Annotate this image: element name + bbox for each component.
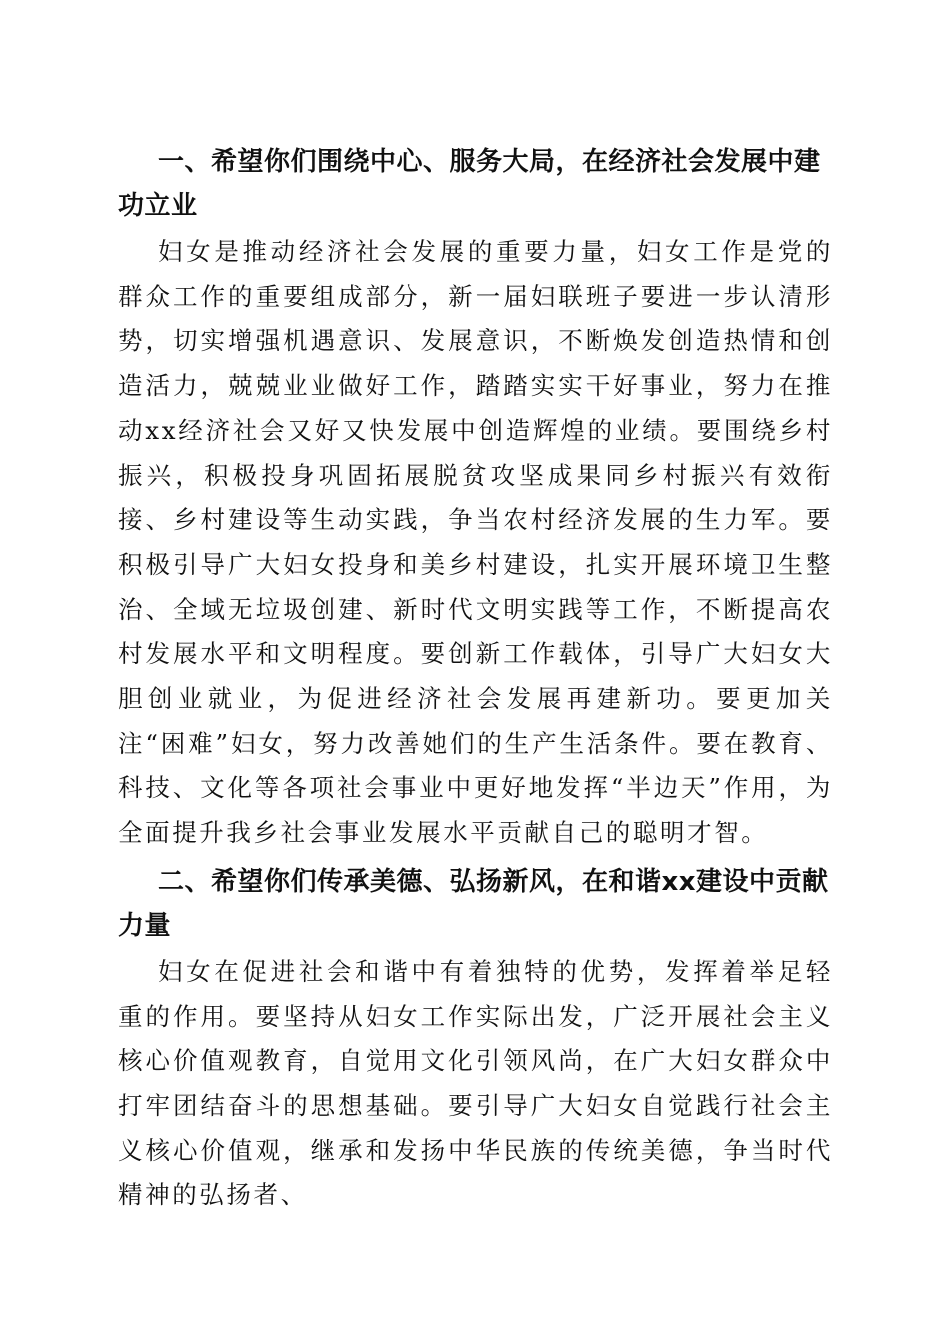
section-2-paragraph: 妇女在促进社会和谐中有着独特的优势，发挥着举足轻重的作用。要坚持从妇女工作实际出发，广泛开展社会主义核心价值观教育，自觉用文化引领风尚，在广大妇女群众中打牢团结奋斗的思想基础。要引导广大妇女自觉践行社会主义核心价值观，继承和发扬中华民族的传统美德，争当时代精神的弘扬者、 [118, 956, 833, 1210]
section-1-heading: 一、希望你们围绕中心、服务大局，在经济社会发展中建功立业 [118, 147, 821, 221]
section-1-paragraph: 妇女是推动经济社会发展的重要力量，妇女工作是党的群众工作的重要组成部分，新一届妇联班子要进一步认清形势，切实增强机遇意识、发展意识，不断焕发创造热情和创造活力，兢兢业业做好工作，踏踏实实干好事业，努力在推动xx经济社会又好又快发展中创造辉煌的业绩。要围绕乡村振兴，积极投身巩固拓展脱贫攻坚成果同乡村振兴有效衔接、乡村建设等生动实践，争当农村经济发展的生力军。要积极引导广大妇女投身和美乡村建设，扎实开展环境卫生整治、全域无垃圾创建、新时代文明实践等工作，不断提高农村发展水平和文明程度。要创新工作载体，引导广大妇女大胆创业就业，为促进经济社会发展再建新功。要更加关注“困难”妇女，努力改善她们的生产生活条件。要在教育、科技、文化等各项社会事业中更好地发挥“半边天”作用，为全面提升我乡社会事业发展水平贡献自己的聪明才智。 [118, 237, 833, 848]
document-page [118, 140, 833, 1218]
section-2-heading: 二、希望你们传承美德、弘扬新风，在和谐xx建设中贡献力量 [118, 866, 829, 941]
